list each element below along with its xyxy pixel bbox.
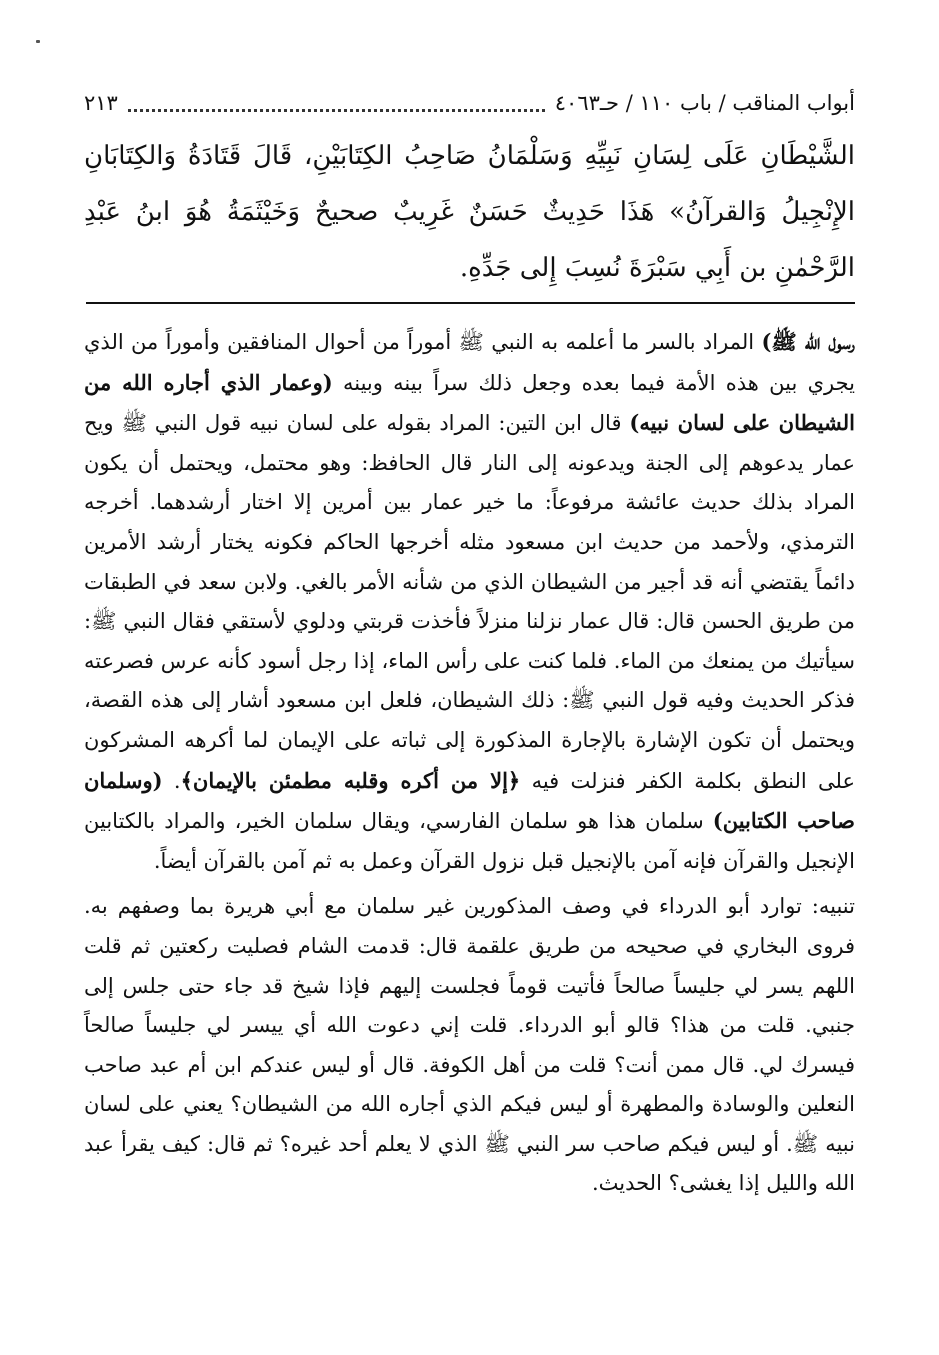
text-segment: المراد بالسر ما أعلمه به النبي ﷺ أموراً من أحوال المنافقين وأموراً من الذي يجري بين هذه الأمة فيما بعده وجعل ذلك سراً بينه وبينه [84, 330, 856, 395]
scan-speck [36, 40, 40, 43]
bold-phrase: رسول الله ﷺ) [761, 329, 855, 354]
running-title: أبواب المناقب / باب ١١٠ / حـ٤٠٦٣ [554, 91, 855, 115]
bold-phrase: (وسلمان صاحب الكتابين) [84, 767, 856, 834]
bold-phrase: (وعمار الذي أجاره الله من الشيطان على لسان نبيه) [84, 369, 856, 436]
text-segment: . [162, 768, 181, 793]
leader-dots [128, 95, 545, 112]
running-header [84, 86, 855, 120]
text-segment: سلمان هذا هو سلمان الفارسي، ويقال سلمان الخير، والمراد بالكتابين الإنجيل والقرآن فإنه آمن بالإنجيل قبل نزول القرآن وعمل به ثم آمن بالقرآن أيضاً. [84, 809, 855, 873]
commentary-note: تنبيه: توارد أبو الدرداء في وصف المذكورين غير سلمان مع أبي هريرة بما وصفهم به. فروى البخاري في صحيحه من طريق علقمة قال: قدمت الشام فصليت ركعتين ثم قلت اللهم يسر لي جليساً صالحاً فأتيت قوماً فجلست إليهم فإذا شيخ قد جاء حتى جلس إلى جنبي. قلت من هذا؟ قالو أبو الدرداء. قلت إني دعوت الله أي ييسر لي جليساً صالحاً فيسرك لي. قال ممن أنت؟ قلت من أهل الكوفة. قال أو ليس عندكم ابن أم عبد صاحب النعلين والوسادة والمطهرة أو ليس فيكم الذي أجاره الله من الشيطان؟ يعني على لسان نبيه ﷺ. أو ليس فيكم صاحب سر النبي ﷺ الذي لا يعلم أحد غيره؟ ثم قال: كيف يقرأ عبد الله والليل إذا يغشى؟ الحديث. [84, 894, 855, 1196]
hadith-text: الشَّيْطَانِ عَلَى لِسَانِ نَبِيِّهِ وَسَلْمَانُ صَاحِبُ الكِتَابَيْنِ، قَالَ قَتَادَةُ وَالكِتَابَانِ الإِنْجِيلُ وَالقرآنُ» هَذَا حَدِيثٌ حَسَنٌ غَرِيبٌ صحيحٌ وَخَيْثَمَةُ هُوَ ابنُ عَبْدِ الرَّحْمٰنِ بن أَبِي سَبْرَةَ نُسِبَ إِلى جَدِّهِ. [84, 141, 855, 283]
commentary [84, 322, 855, 1204]
text-segment: قال ابن التين: المراد بقوله على لسان نبيه قول النبي ﷺ ويح عمار يدعوهم إلى الجنة ويدعونه إلى النار قال الحافظ: وهو محتمل، ويحتمل أن يكون المراد بذلك حديث عائشة مرفوعاً: ما خير عمار بين أمرين إلا اختار أرشدهما. أخرجه الترمذي، ولأحمد من حديث ابن مسعود مثله أخرجها الحاكم فكونه يختار أرشد الأمرين دائماً يقتضي أنه قد أجير من الشيطان الذي من شأنه الأمر بالغي. ولابن سعد في الطبقات من طريق الحسن قال: قال عمار نزلنا منزلاً فأخذت قربتي ودلوي لأستقي فقال النبي ﷺ: سيأتيك من يمنعك من الماء. فلما كنت على رأس الماء، إذا رجل أسود كأنه عرس فصرعته فذكر الحديث وفيه قول النبي ﷺ: ذلك الشيطان، فلعل ابن مسعود أشار إلى هذه القصة، ويحتمل أن تكون الإشارة بالإجارة المذكورة إلى ثباته على الإيمان لما أكرهه المشركون على النطق بكلمة الكفر فنزلت فيه [84, 411, 855, 793]
bold-phrase: ﴿إلا من أكره وقلبه مطمئن بالإيمان﴾ [180, 767, 521, 793]
footnote-separator [86, 302, 855, 304]
page-number: ٢١٣ [84, 91, 118, 115]
commentary-paragraph [84, 322, 855, 881]
